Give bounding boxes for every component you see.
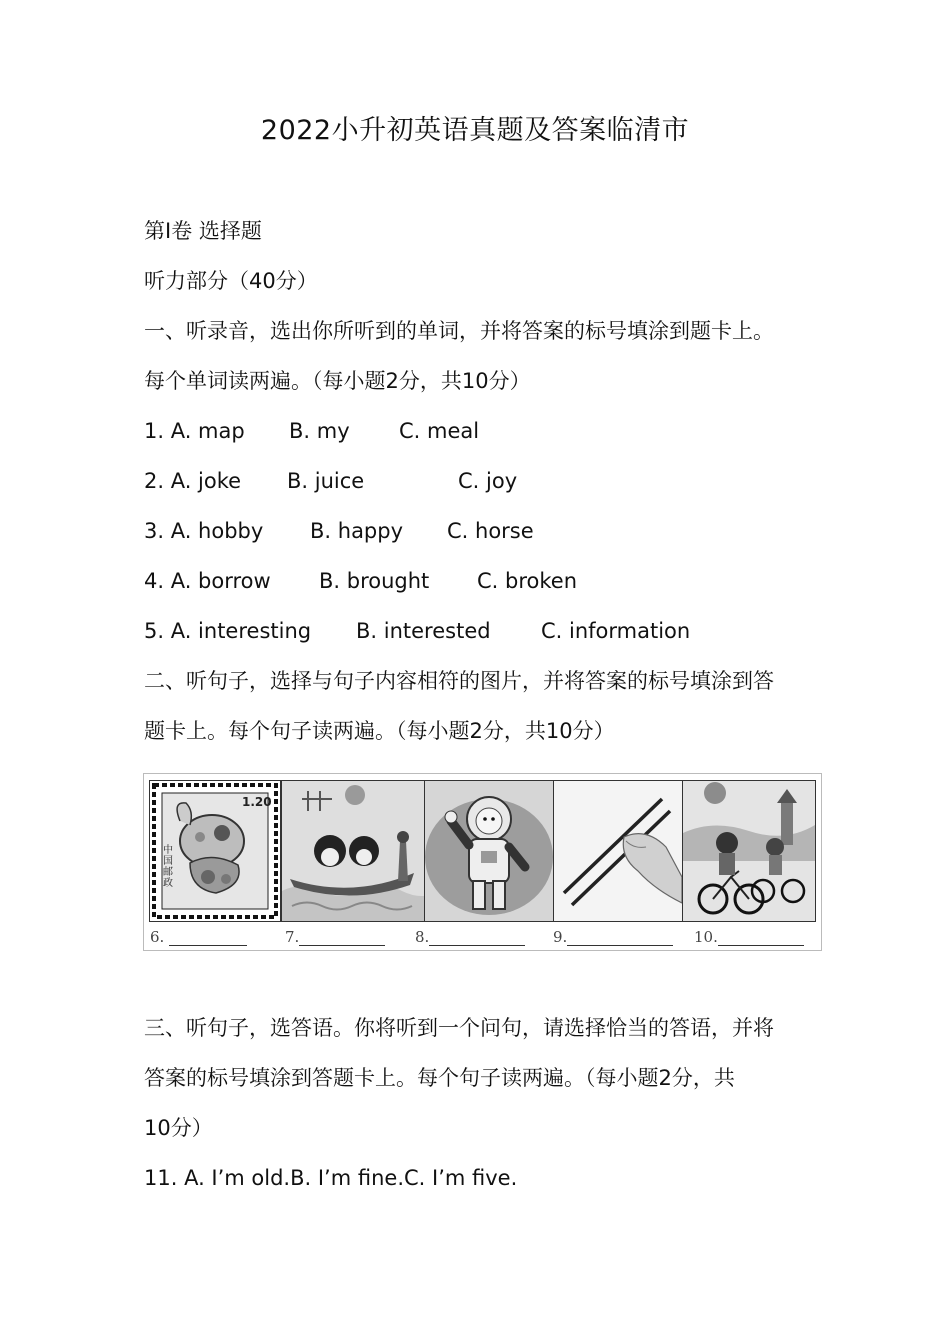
option-a: 5. A. interesting [144,619,312,643]
answer-blank [299,931,385,946]
option-a: 1. A. map [144,419,245,443]
caption-7: 7. [285,928,385,946]
stamp-picture [149,780,281,922]
option-b: B. interested [356,619,491,643]
answer-blank [169,931,247,946]
question-row [144,416,844,446]
caption-9: 9. [553,928,673,946]
q1-instruction-2: 每个单词读两遍。（每小题2分，共10分） [144,369,531,393]
q2-instruction-1: 二、听句子，选择与句子内容相符的图片，并将答案的标号填涂到答 [144,669,774,693]
q3-instruction-3: 10分） [144,1116,213,1140]
page-title: 2022小升初英语真题及答案临清市 [260,115,690,146]
chopsticks-picture [553,780,683,922]
dragon-boat-picture [281,780,425,922]
option-c: C. meal [399,419,480,443]
question-row [144,566,844,596]
option-a: 2. A. joke [144,469,242,493]
question-row [144,616,844,646]
stamp-price: 1.20 [242,795,272,809]
caption-10: 10. [694,928,804,946]
question-row [144,466,844,496]
caption-8: 8. [415,928,525,946]
option-a: 4. A. borrow [144,569,271,593]
q1-instruction-1: 一、听录音，选出你所听到的单词，并将答案的标号填涂到题卡上。 [144,319,774,343]
question-row [144,516,844,546]
listening-heading: 听力部分（40分） [144,269,318,293]
caption-6: 6. [150,928,247,946]
cycling-picture [682,780,816,922]
option-c: C. horse [447,519,534,543]
answer-blank [567,931,673,946]
astronaut-picture [424,780,554,922]
q3-instruction-1: 三、听句子，选答语。你将听到一个问句，请选择恰当的答语，并将 [144,1016,774,1040]
section-heading: 第Ⅰ卷 选择题 [144,219,262,243]
option-b: B. happy [310,519,404,543]
option-b: B. brought [319,569,430,593]
picture-strip [143,773,822,951]
answer-blank [718,931,804,946]
stamp-country: 中国邮政 [163,845,173,889]
question-11: 11. A. I’m old.B. I’m fine.C. I’m five. [144,1166,518,1190]
option-c: C. broken [477,569,578,593]
option-b: B. juice [287,469,365,493]
option-c: C. information [541,619,691,643]
option-b: B. my [289,419,350,443]
option-c: C. joy [458,469,518,493]
answer-blank [429,931,525,946]
q2-instruction-2: 题卡上。每个句子读两遍。（每小题2分，共10分） [144,719,615,743]
q3-instruction-2: 答案的标号填涂到答题卡上。每个句子读两遍。（每小题2分，共 [144,1066,735,1090]
option-a: 3. A. hobby [144,519,264,543]
